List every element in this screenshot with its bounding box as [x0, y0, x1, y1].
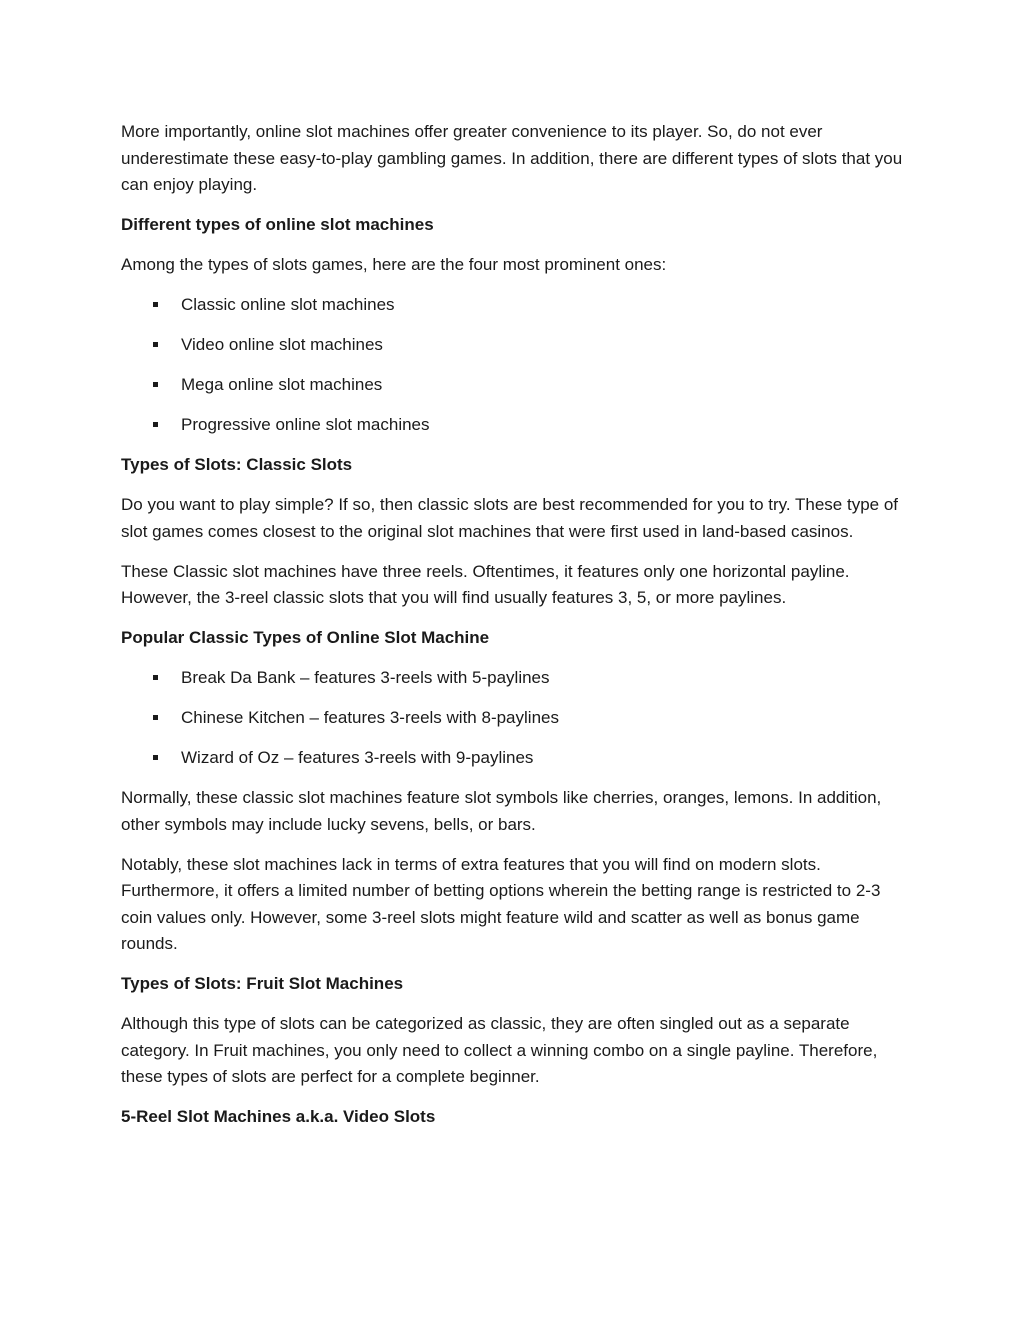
heading-slot-types: Different types of online slot machines	[121, 215, 434, 234]
list-item-text: Wizard of Oz – features 3-reels with 9-paylines	[181, 748, 534, 767]
square-bullet-icon	[153, 675, 158, 680]
classic-paragraph-1: Do you want to play simple? If so, then classic slots are best recommended for you to try. These type of slot games comes closest to the original slot machines that were first used in land-based casinos.	[121, 495, 899, 541]
features-paragraph: Notably, these slot machines lack in terms of extra features that you will find on modern slots. Furthermore, it offers a limited number of betting options wherein the betting range is restricted to 2-3 coin values only. However, some 3-reel slots might feature wild and scatter as well as bonus game rounds.	[121, 854, 881, 953]
heading-popular-classic: Popular Classic Types of Online Slot Machine	[121, 628, 490, 647]
symbols-paragraph: Normally, these classic slot machines feature slot symbols like cherries, oranges, lemons. In addition, other symbols may include lucky sevens, bells, or bars.	[121, 788, 882, 834]
list-item-text: Progressive online slot machines	[181, 415, 430, 434]
list-item	[121, 745, 911, 772]
list-item-text: Chinese Kitchen – features 3-reels with 8-paylines	[181, 708, 559, 727]
square-bullet-icon	[153, 715, 158, 720]
list-item	[121, 292, 911, 319]
square-bullet-icon	[153, 755, 158, 760]
intro-paragraph: More importantly, online slot machines offer greater convenience to its player. So, do not ever underestimate these easy-to-play gambling games. In addition, there are different types of slots that you can enjoy playing.	[121, 122, 903, 194]
list-item-text: Video online slot machines	[181, 335, 383, 354]
list-item	[121, 332, 911, 359]
list-item	[121, 412, 911, 439]
types-intro-paragraph: Among the types of slots games, here are the four most prominent ones:	[121, 255, 667, 274]
square-bullet-icon	[153, 342, 158, 347]
square-bullet-icon	[153, 422, 158, 427]
square-bullet-icon	[153, 382, 158, 387]
heading-classic-slots: Types of Slots: Classic Slots	[121, 455, 353, 474]
square-bullet-icon	[153, 302, 158, 307]
list-item-text: Break Da Bank – features 3-reels with 5-paylines	[181, 668, 550, 687]
document-page	[121, 119, 911, 1144]
list-item	[121, 665, 911, 692]
heading-fruit-slots: Types of Slots: Fruit Slot Machines	[121, 974, 404, 993]
heading-video-slots: 5-Reel Slot Machines a.k.a. Video Slots	[121, 1107, 436, 1126]
popular-classic-list	[121, 665, 911, 772]
list-item	[121, 372, 911, 399]
list-item	[121, 705, 911, 732]
slot-types-list	[121, 292, 911, 439]
list-item-text: Classic online slot machines	[181, 295, 395, 314]
list-item-text: Mega online slot machines	[181, 375, 383, 394]
fruit-paragraph: Although this type of slots can be categorized as classic, they are often singled out as a separate category. In Fruit machines, you only need to collect a winning combo on a single payline. Therefore, these types of slots are perfect for a complete beginner.	[121, 1014, 878, 1086]
classic-paragraph-2: These Classic slot machines have three reels. Oftentimes, it features only one horizontal payline. However, the 3-reel classic slots that you will find usually features 3, 5, or more paylines.	[121, 561, 850, 607]
